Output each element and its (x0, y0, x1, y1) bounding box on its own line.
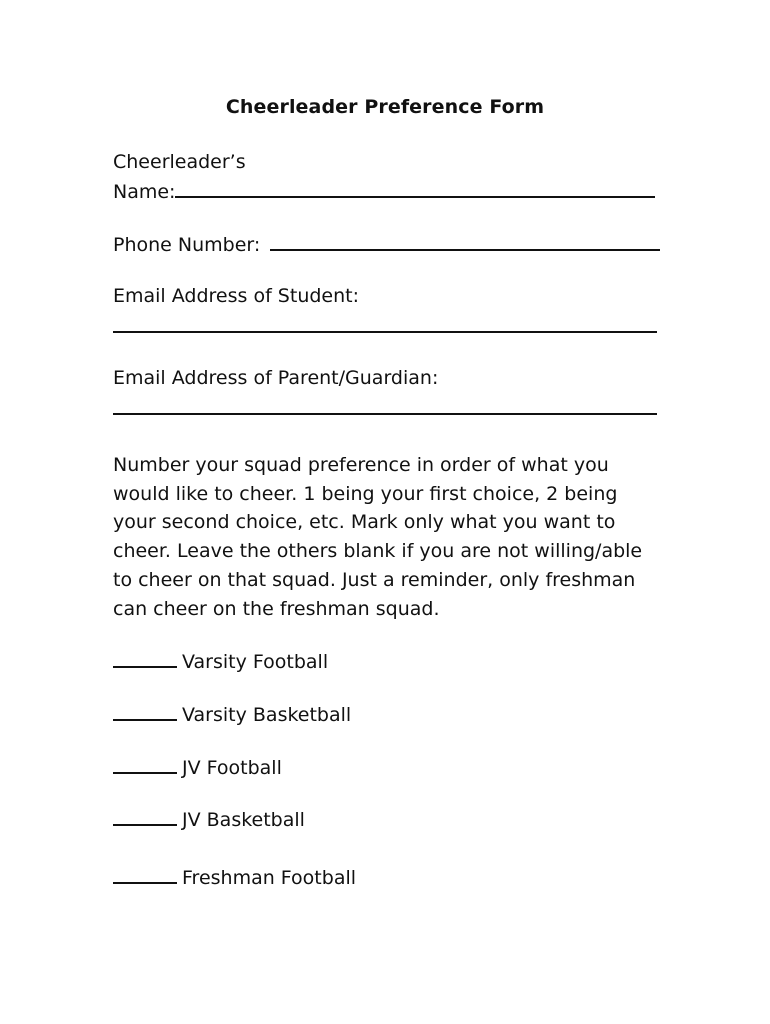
squad-choice-jv-basketball (113, 806, 305, 832)
name-label-line1: Cheerleader’s (113, 151, 246, 173)
phone-label: Phone Number: (113, 234, 261, 256)
instructions-line: Number your squad preference in order of what you (113, 454, 609, 476)
name-field-row (113, 178, 655, 204)
instructions-line: your second choice, etc. Mark only what you want to (113, 511, 616, 534)
student-email-label: Email Address of Student: (113, 285, 360, 307)
rank-field[interactable] (113, 648, 177, 668)
instructions-line: cheer. Leave the others blank if you are not willing/able (113, 540, 643, 563)
squad-choice-jv-football (113, 754, 282, 780)
rank-field[interactable] (113, 806, 177, 826)
instructions-line: to cheer on that squad. Just a reminder, only freshman (113, 568, 636, 591)
phone-field[interactable] (270, 231, 660, 251)
parent-email-label: Email Address of Parent/Guardian: (113, 367, 439, 389)
form-title: Cheerleader Preference Form (225, 96, 545, 118)
instructions (113, 451, 653, 623)
rank-field[interactable] (113, 701, 177, 721)
squad-label: Varsity Football (182, 651, 329, 673)
instructions-line: would like to cheer. 1 being your first choice, 2 being (113, 482, 618, 505)
rank-field[interactable] (113, 864, 177, 884)
squad-choice-varsity-basketball (113, 701, 351, 727)
squad-label: Freshman Football (182, 867, 357, 889)
rank-field[interactable] (113, 754, 177, 774)
squad-label: Varsity Basketball (182, 704, 352, 726)
student-email-field[interactable] (113, 331, 657, 333)
squad-choice-varsity-football (113, 648, 328, 674)
name-label: Name: (113, 181, 176, 203)
squad-label: JV Basketball (182, 809, 305, 831)
parent-email-field[interactable] (113, 413, 657, 415)
instructions-line: can cheer on the freshman squad. (113, 597, 440, 620)
squad-choice-freshman-football (113, 864, 356, 890)
name-field[interactable] (175, 178, 655, 198)
squad-label: JV Football (182, 757, 282, 779)
phone-field-row (113, 231, 660, 257)
